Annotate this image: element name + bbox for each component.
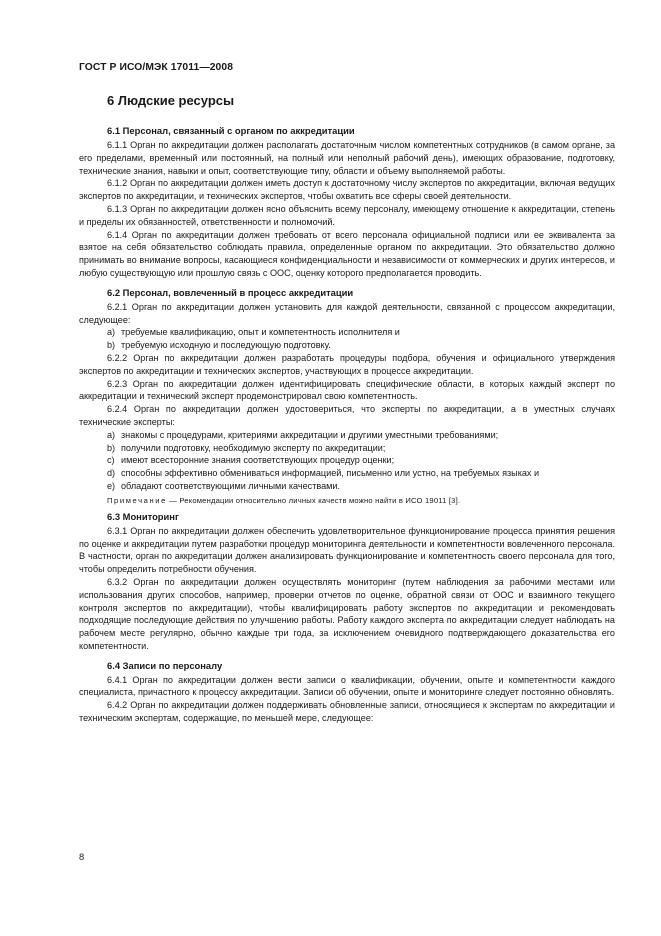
paragraph-6-1-3: 6.1.3 Орган по аккредитации должен ясно объяснить всему персоналу, имеющему отношение к аккредитации, степень и пределы их обязанностей, ответственности и полномочий. [79,203,615,227]
paragraph-6-1-4: 6.1.4 Орган по аккредитации должен требовать от всего персонала официальной подписи или ее эквивалента за взятое на себя обязательство соблюдать правила, определенные органом по аккредитации. Это обязательство должно принимать во внимание вопросы, касающиеся конфиденциальности и независимости от коммерческих и других интересов, и любую существующую или прошлую связь с ООС, оценку которого предполагается проводить. [79,229,615,278]
list-marker: а) [107,327,116,338]
list-item-text: имеют всесторонние знания соответствующих процедур оценки; [121,455,395,466]
paragraph-6-3-1: 6.3.1 Орган по аккредитации должен обеспечить удовлетворительное функционирование процесса принятия решения по оценке и аккредитации путем разработки процедур мониторинга деятельности и компетентности вовлеченного персонала. В частности, орган по аккредитации должен анализировать функционирование и компетентность своего персонала для того, чтобы определить потребности обучения. [79,525,615,575]
list-item [79,442,615,455]
paragraph-6-1-1: 6.1.1 Орган по аккредитации должен располагать достаточным числом компетентных сотрудников (в самом органе, за его пределами, временный или постоянный, на полный или неполный рабочий день), имеющих образование, подготовку, технические знания, навыки и опыт, соответствующие типу, области и объему выполняемой работы. [79,140,615,176]
list-item [79,480,615,493]
list-item [79,467,615,480]
list-marker: b) [107,442,116,453]
note-label: Примечание [107,495,167,505]
paragraph-6-1-2: 6.1.2 Орган по аккредитации должен иметь доступ к достаточному числу экспертов по аккредитации, включая ведущих экспертов по аккредитации, и технических экспертов, чтобы охватить все сферы своей деятельности. [79,178,615,202]
page-body [79,62,615,725]
subsection-6-3-title: 6.3 Мониторинг [107,510,179,522]
subsection-6-1-title: 6.1 Персонал, связанный с органом по аккредитации [107,125,355,136]
list-item [79,429,615,442]
expert-qualities-list [79,429,615,493]
paragraph-6-2-4: 6.2.4 Орган по аккредитации должен удостовериться, что эксперты по аккредитации, а в уместных случаях технические эксперты: [79,404,615,427]
paragraph-6-2-2: 6.2.2 Орган по аккредитации должен разработать процедуры подбора, обучения и официального утверждения экспертов по аккредитации и технических экспертов, участвующих в процессе аккредитации. [79,352,615,376]
requirements-list [79,326,615,352]
subsection-6-2-title: 6.2 Персонал, вовлеченный в процесс аккредитации [107,286,354,298]
list-marker: d) [107,468,116,479]
note-text: — Рекомендации относительно личных качеств можно найти в ИСО 19011 [3]. [166,495,461,505]
list-item [79,326,615,339]
list-item-text: способны эффективно обмениваться информацией, письменно или устно, на требуемых языках и [121,468,540,479]
paragraph-6-4-1: 6.4.1 Орган по аккредитации должен вести записи о квалификации, обучении, опыте и компетентности каждого специалиста, причастного к процессу аккредитации. Записи об обучении, опыте и мониторинге следует постоянно обновлять. [79,674,615,698]
list-marker: е) [107,480,116,491]
list-marker: а) [107,429,116,440]
list-item-text: требуемые квалификацию, опыт и компетентность исполнителя и [121,327,400,338]
list-marker: с) [107,455,115,466]
list-item-text: требуемую исходную и последующую подготовку. [121,340,331,351]
paragraph-6-2-3: 6.2.3 Орган по аккредитации должен идентифицировать специфические области, в которых каждый эксперт по аккредитации и технический эксперт продемонстрировал свою компетентность. [79,378,615,402]
list-item [79,454,615,467]
paragraph-6-4-2: 6.4.2 Орган по аккредитации должен поддерживать обновленные записи, относящиеся к экспертам по аккредитации и техническим экспертам, содержащие, по меньшей мере, следующее: [79,700,615,724]
list-item-text: знакомы с процедурами, критериями аккредитации и другими уместными требованиями; [121,429,499,440]
list-item-text: получили подготовку, необходимую эксперту по аккредитации; [121,442,386,453]
page-number: 8 [79,851,85,862]
subsection-6-4-title: 6.4 Записи по персоналу [107,659,223,671]
paragraph-6-3-2: 6.3.2 Орган по аккредитации должен осуществлять мониторинг (путем наблюдения за рабочими местами или использования других способов, например, проверки отчетов по оценке, обратной связи от ООС и взаимного текущего контроля экспертов по аккредитации), чтобы квалифицировать работу экспертов по аккредитации и рекомендовать подходящие последующие действия по улучшению работы. Работу каждого эксперта по аккредитации следует наблюдать на рабочем месте регулярно, обычно каждые три года, за исключением очевидного подтверждающего доказательства его компетентности. [79,576,615,651]
list-marker: b) [107,340,116,351]
list-item [79,339,615,352]
document-id-header: ГОСТ Р ИСО/МЭК 17011—2008 [79,62,234,73]
paragraph-6-2-1: 6.2.1 Орган по аккредитации должен установить для каждой деятельности, связанной с процессом аккредитации, следующее: [79,301,615,325]
note [79,495,615,507]
list-item-text: обладают соответствующими личными качествами. [121,480,341,491]
section-title: 6 Людские ресурсы [107,93,235,108]
